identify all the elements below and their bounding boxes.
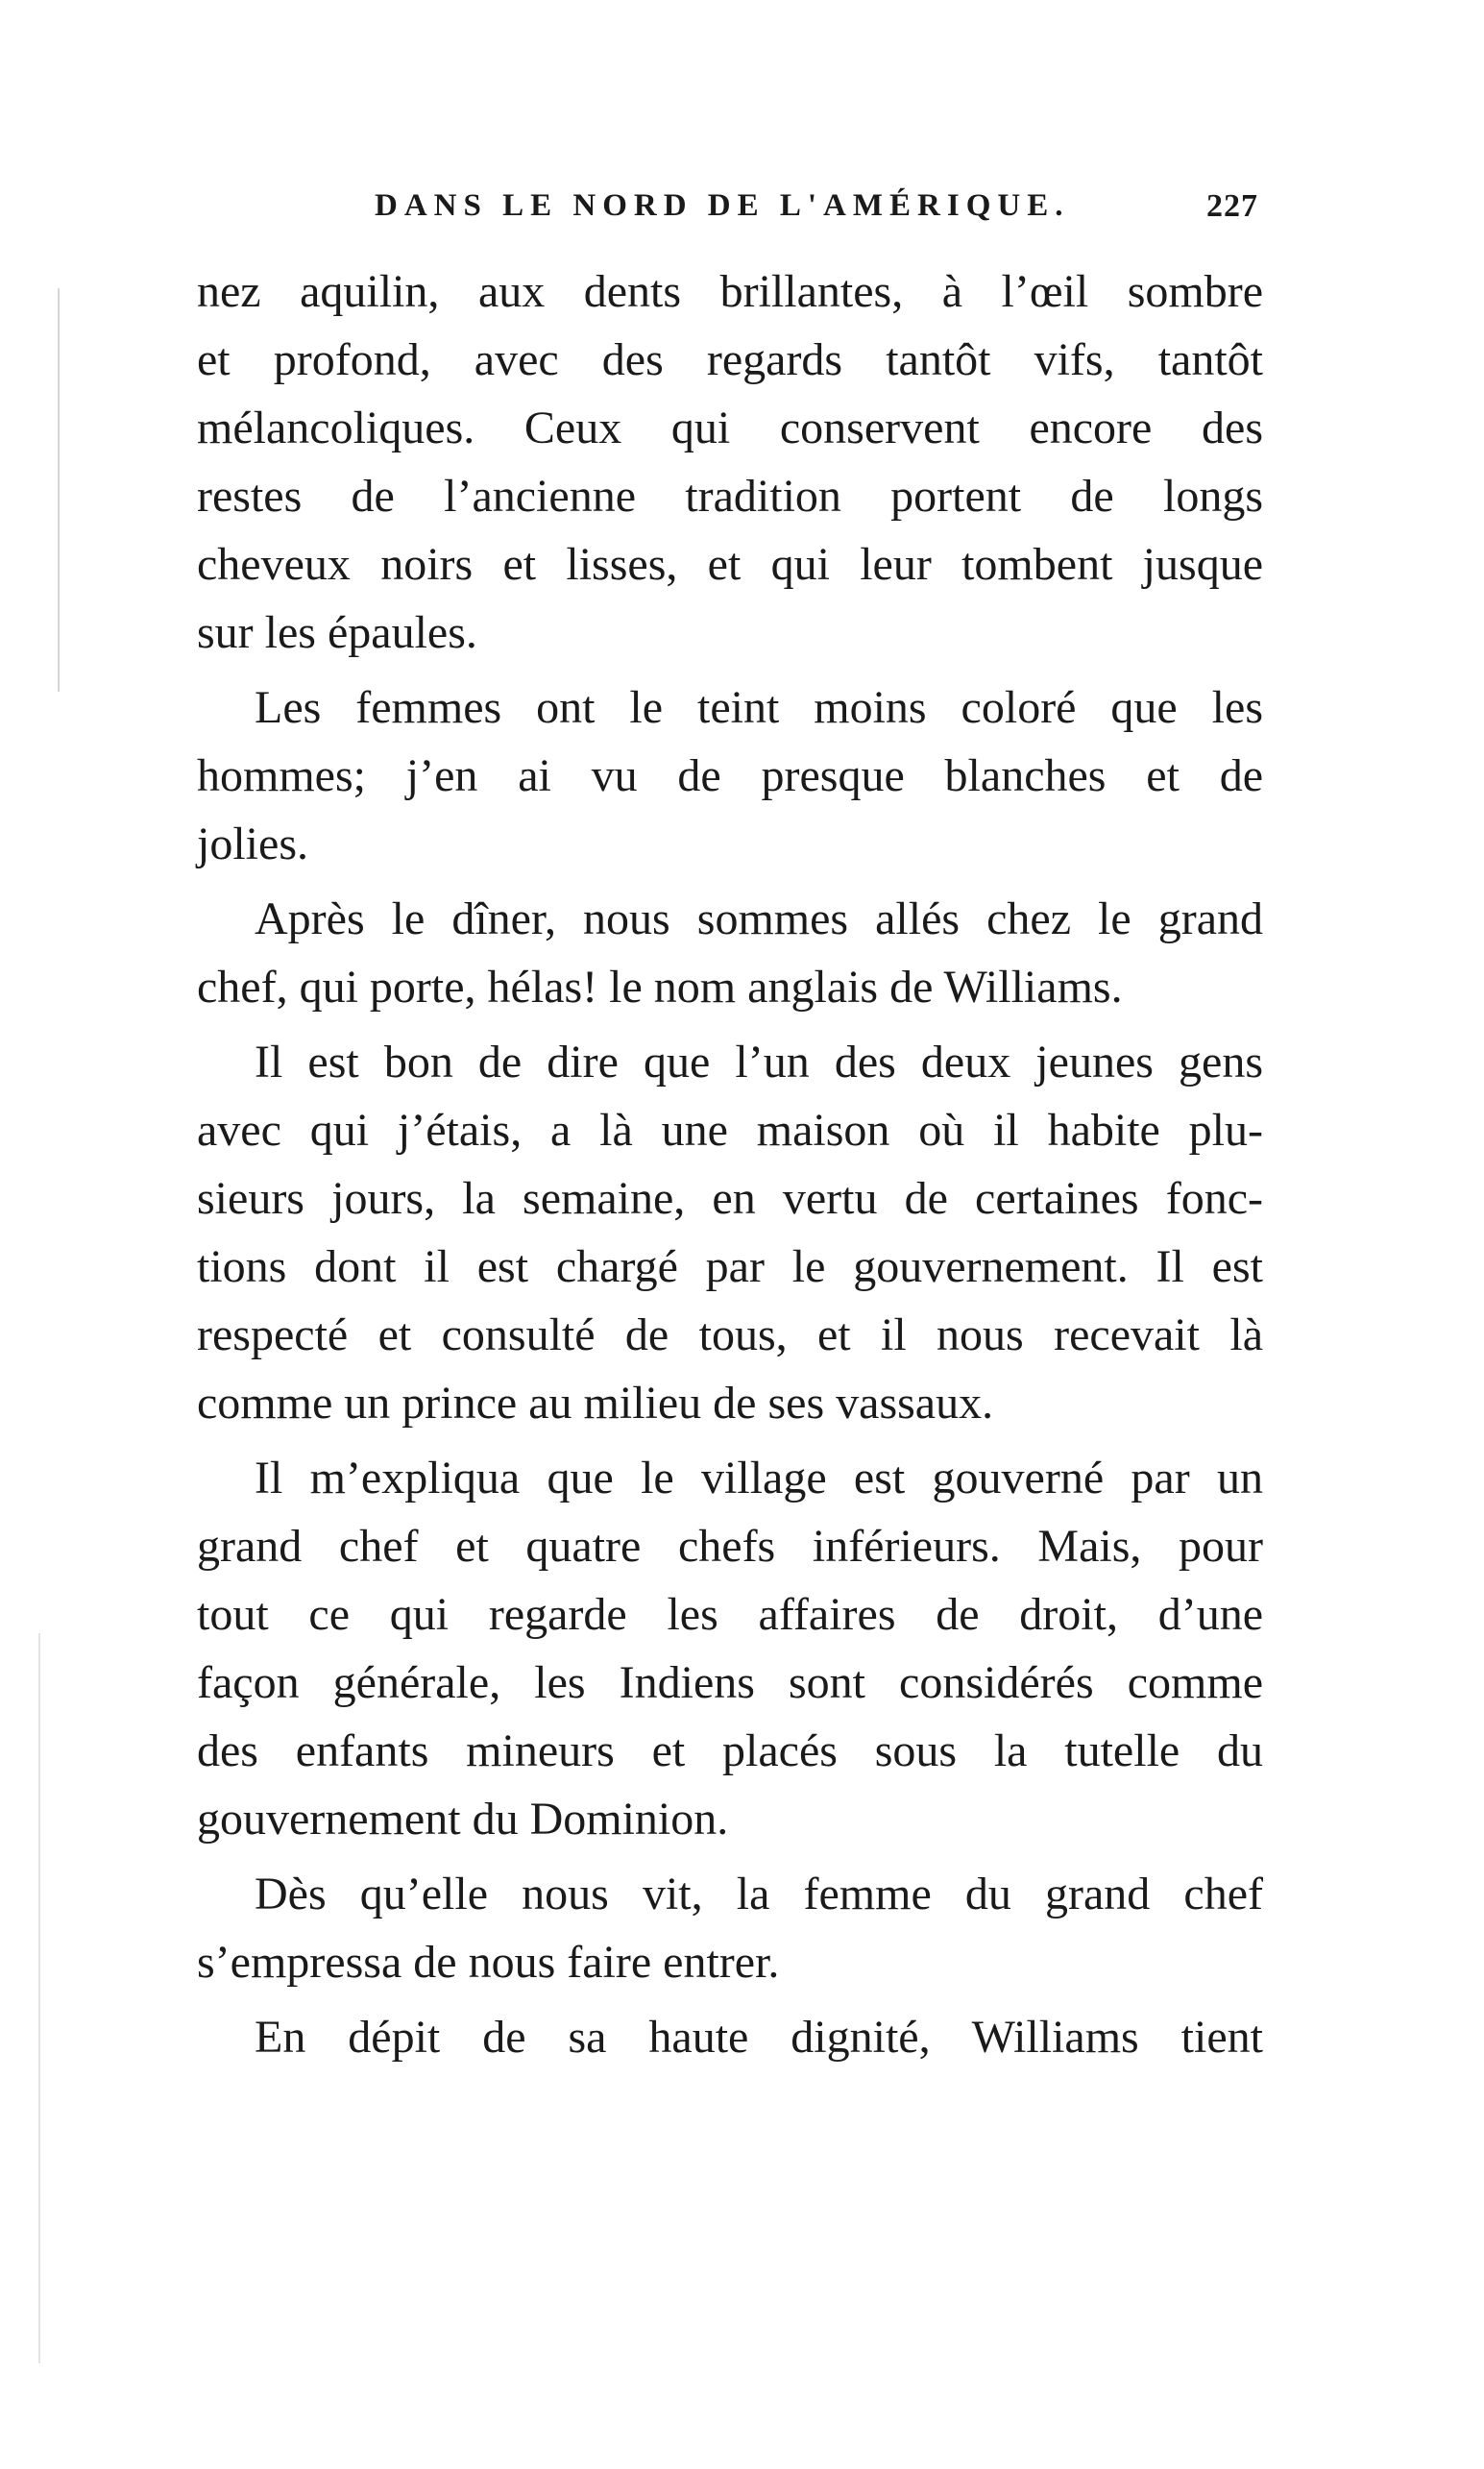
text-line: gouvernement du Dominion. [197,1794,729,1845]
binding-edge-mark [38,1633,40,2363]
paragraph [197,1028,1263,1437]
text-line: comme un prince au milieu de ses vassaux. [197,1378,994,1429]
text-line: tions dont il est chargé par le gouvernement. Il est [197,1241,1263,1292]
text-line: et profond, avec des regards tantôt vifs, tantôt [197,334,1263,385]
text-line: Dès qu’elle nous vit, la femme du grand chef [255,1869,1263,1919]
text-line: cheveux noirs et lisses, et qui leur tombent jusque [197,539,1263,590]
text-line: restes de l’ancienne tradition portent de longs [197,471,1263,522]
text-line: des enfants mineurs et placés sous la tutelle du [197,1725,1263,1776]
running-title: DANS LE NORD DE L'AMÉRIQUE. [375,188,1070,223]
text-line: jolies. [197,819,308,869]
binding-edge-mark [58,288,60,692]
text-line: Les femmes ont le teint moins coloré que les [255,682,1263,733]
text-line: s’empressa de nous faire entrer. [197,1937,780,1988]
text-line: Après le dîner, nous sommes allés chez le grand [255,893,1263,944]
paragraph [197,1860,1263,1996]
text-line: respecté et consulté de tous, et il nous recevait là [197,1309,1263,1360]
page-header [375,188,1258,236]
paragraph [197,885,1263,1021]
text-line: mélancoliques. Ceux qui conservent encore des [197,403,1263,453]
text-line: façon générale, les Indiens sont considérés comme [197,1657,1263,1708]
paragraph [197,673,1263,878]
text-line: grand chef et quatre chefs inférieurs. Mais, pour [197,1521,1263,1572]
text-line: Il est bon de dire que l’un des deux jeunes gens [255,1037,1263,1088]
body-text [197,257,1263,2071]
text-line: nez aquilin, aux dents brillantes, à l’œil sombre [197,266,1263,317]
paragraph [197,1444,1263,1853]
text-line: Il m’expliqua que le village est gouverné par un [255,1453,1263,1503]
text-line: sur les épaules. [197,607,477,658]
text-line: tout ce qui regarde les affaires de droit, d’une [197,1589,1263,1640]
paragraph [197,2003,1263,2071]
text-line: avec qui j’étais, a là une maison où il habite plu- [197,1105,1263,1156]
page-number: 227 [1206,188,1258,224]
text-line: hommes; j’en ai vu de presque blanches et de [197,750,1263,801]
text-line: En dépit de sa haute dignité, Williams tient [255,2012,1263,2063]
paragraph [197,257,1263,667]
text-line: chef, qui porte, hélas! le nom anglais de Williams. [197,962,1123,1013]
text-line: sieurs jours, la semaine, en vertu de certaines fonc- [197,1173,1263,1224]
